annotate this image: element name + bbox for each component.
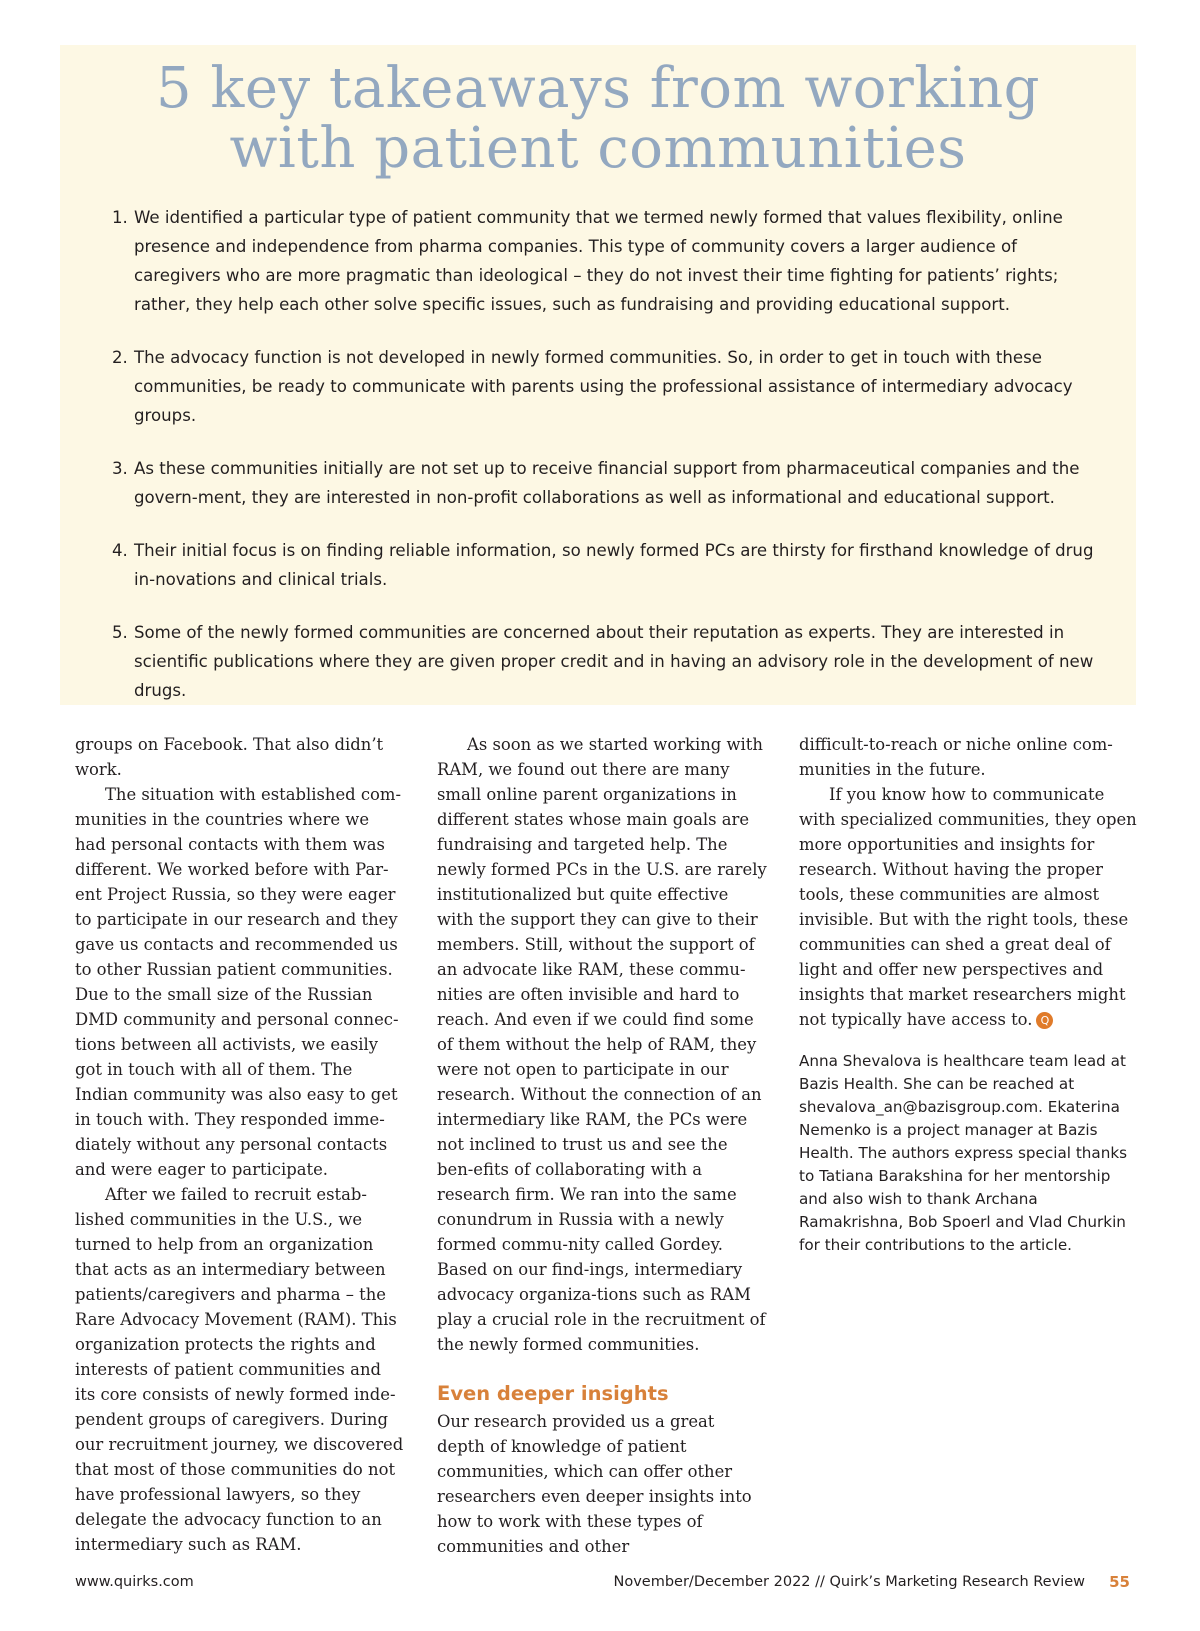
end-mark-icon: Q (1036, 1012, 1053, 1029)
takeaway-item (90, 536, 1106, 594)
footer-publication: November/December 2022 // Quirk’s Marketing Research Review (613, 1574, 1085, 1590)
body-paragraph: After we failed to recruit estab-lished communities in the U.S., we turned to help from an organization that acts as an intermediary between patients/caregivers and pharma – the Rare Advocacy Movement (RAM). This organization protects the rights and interests of patient communities and its core consists of newly formed inde-pendent groups of caregivers. During our recruitment journey, we discovered that most of those communities do not have professional lawyers, so they delegate the advocacy function to an intermediary such as RAM. (75, 1185, 404, 1554)
takeaway-item (90, 618, 1106, 705)
body-paragraph: Our research provided us a great depth of knowledge of patient communities, which can offer other researchers even deeper insights into how to work with these types of communities and other (437, 1412, 752, 1556)
body-paragraph: The situation with established com-munities in the countries where we had personal contacts with them was different. We worked before with Par-ent Project Russia, so they were eager to participate in our research and they gave us contacts and recommended us to other Russian patient communities. Due to the small size of the Russian DMD community and personal connec-tions between all activists, we easily got in touch with all of them. The Indian community was also easy to get in touch with. They responded imme-diately without any personal contacts and were eager to participate. (75, 785, 401, 1179)
takeaway-number: 4. (112, 541, 128, 560)
takeaway-number: 5. (112, 623, 128, 642)
takeaway-number: 3. (112, 459, 128, 478)
takeaway-text: Some of the newly formed communities are concerned about their reputation as experts. They are interested in scientific publications where they are given proper credit and in having an advisory role in the development of new drugs. (134, 623, 1094, 700)
page-number: 55 (1109, 1573, 1130, 1591)
takeaway-item (90, 203, 1106, 319)
takeaway-item (90, 343, 1106, 430)
footer-url: www.quirks.com (75, 1574, 194, 1590)
takeaway-text: Their initial focus is on finding reliable information, so newly formed PCs are thirsty for firsthand knowledge of drug in-novations and clinical trials. (134, 541, 1094, 589)
article-column-2 (437, 732, 767, 1559)
takeaway-text: We identified a particular type of patient community that we termed newly formed that values flexibility, online presence and independence from pharma companies. This type of community covers a larger audience of caregivers who are more pragmatic than ideological – they do not invest their time fighting for patients’ rights; rather, they help each other solve specific issues, such as fundraising and providing educational support. (134, 208, 1063, 314)
article-column-1 (75, 732, 405, 1557)
body-paragraph: groups on Facebook. That also didn’t work. (75, 735, 384, 779)
takeaway-number: 1. (112, 208, 128, 227)
takeaway-text: As these communities initially are not set up to receive financial support from pharmaceutical companies and the govern-ment, they are interested in non-profit collaborations as well as informational and educational support. (134, 459, 1080, 507)
takeaway-number: 2. (112, 348, 128, 367)
sidebar-title: 5 key takeaways from working with patient communities (155, 56, 1041, 181)
article-column-3 (799, 732, 1139, 1257)
body-paragraph: As soon as we started working with RAM, we found out there are many small online parent organizations in different states whose main goals are fundraising and targeted help. The newly formed PCs in the U.S. are rarely institutionalized but quite effective with the support they can give to their members. Still, without the support of an advocate like RAM, these commu-nities are often invisible and hard to reach. And even if we could find some of them without the help of RAM, they were not open to participate in our research. Without the connection of an intermediary like RAM, the PCs were not inclined to trust us and see the ben-efits of collaborating with a research firm. We ran into the same conundrum in Russia with a newly formed commu-nity called Gordey. Based on our find-ings, intermediary advocacy organiza-tions such as RAM play a crucial role in the recruitment of the newly formed communities. (437, 735, 767, 1354)
body-paragraph (799, 782, 1139, 1032)
takeaways-sidebar (60, 45, 1136, 705)
takeaway-text: The advocacy function is not developed in newly formed communities. So, in order to get in touch with these communities, be ready to communicate with parents using the professional assistance of intermediary advocacy groups. (134, 348, 1073, 425)
takeaway-item (90, 454, 1106, 512)
takeaways-list (90, 203, 1106, 705)
body-paragraph-text: If you know how to communicate with specialized communities, they open more opportunities and insights for research. Without having the proper tools, these communities are almost invisible. But with the right tools, these communities can shed a great deal of light and offer new perspectives and insights that market researchers might not typically have access to. (799, 785, 1137, 1029)
author-bio: Anna Shevalova is healthcare team lead at Bazis Health. She can be reached at shevalova_an@bazisgroup.com. Ekaterina Nemenko is a project manager at Bazis Health. The authors express special thanks to Tatiana Barakshina for her mentorship and also wish to thank Archana Ramakrishna, Bob Spoerl and Vlad Churkin for their contributions to the article. (799, 1052, 1128, 1254)
section-subhead: Even deeper insights (437, 1382, 669, 1405)
body-paragraph: difficult-to-reach or niche online com-munities in the future. (799, 735, 1113, 779)
